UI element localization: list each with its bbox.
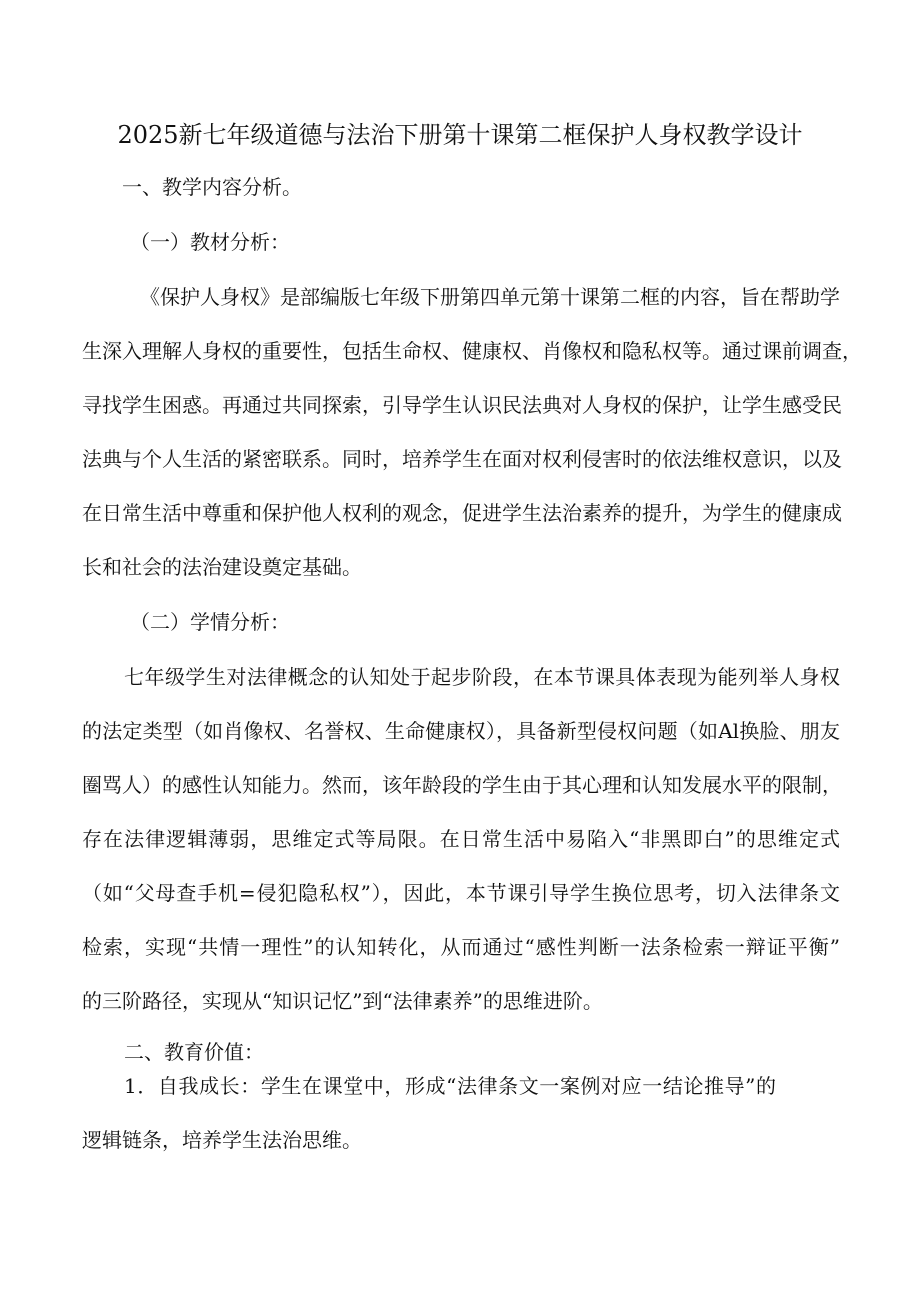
paragraph-line: 在日常生活中尊重和保护他人权利的观念，促进学生法治素养的提升，为学生的健康成 [82,501,842,525]
subsection-heading-student-analysis: （二）学情分析： [130,610,290,634]
paragraph-line: 的法定类型（如肖像权、名誉权、生命健康权），具备新型侵权问题（如Al换脸、朋友 [82,719,840,743]
list-item-line: 1．自我成长：学生在课堂中，形成“法律条文一案例对应一结论推导”的 [124,1074,776,1098]
paragraph-line: 检索，实现“共情一理性”的认知转化，从而通过“感性判断一法条检索一辩证平衡” [82,935,840,959]
paragraph-line: 《保护人身权》是部编版七年级下册第四单元第十课第二框的内容，旨在帮助学 [140,285,840,309]
paragraph-line: 存在法律逻辑薄弱，思维定式等局限。在日常生活中易陷入“非黑即白”的思维定式 [82,827,840,851]
paragraph-line: 圈骂人）的感性认知能力。然而，该年龄段的学生由于其心理和认知发展水平的限制， [82,773,842,797]
subsection-heading-textbook-analysis: （一）教材分析： [130,230,290,254]
paragraph-line: 生深入理解人身权的重要性，包括生命权、健康权、肖像权和隐私权等。通过课前调查， [82,339,862,363]
paragraph-line: 寻找学生困惑。再通过共同探索，引导学生认识民法典对人身权的保护，让学生感受民 [82,393,842,417]
section-heading-content-analysis: 一、教学内容分析。 [122,175,302,199]
paragraph-line: 法典与个人生活的紧密联系。同时，培养学生在面对权利侵害时的依法维权意识，以及 [82,447,842,471]
paragraph-line: （如“父母查手机=侵犯隐私权”），因此，本节课引导学生换位思考，切入法律条文 [82,881,840,905]
section-heading-educational-value: 二、教育价值： [124,1040,264,1064]
document-title: 2025新七年级道德与法治下册第十课第二框保护人身权教学设计 [117,121,803,149]
paragraph-line: 七年级学生对法律概念的认知处于起步阶段，在本节课具体表现为能列举人身权 [124,665,840,689]
paragraph-line: 长和社会的法治建设奠定基础。 [82,555,362,579]
list-item-line: 逻辑链条，培养学生法治思维。 [82,1128,362,1152]
paragraph-line: 的三阶路径，实现从“知识记忆”到“法律素养”的思维进阶。 [82,989,603,1013]
